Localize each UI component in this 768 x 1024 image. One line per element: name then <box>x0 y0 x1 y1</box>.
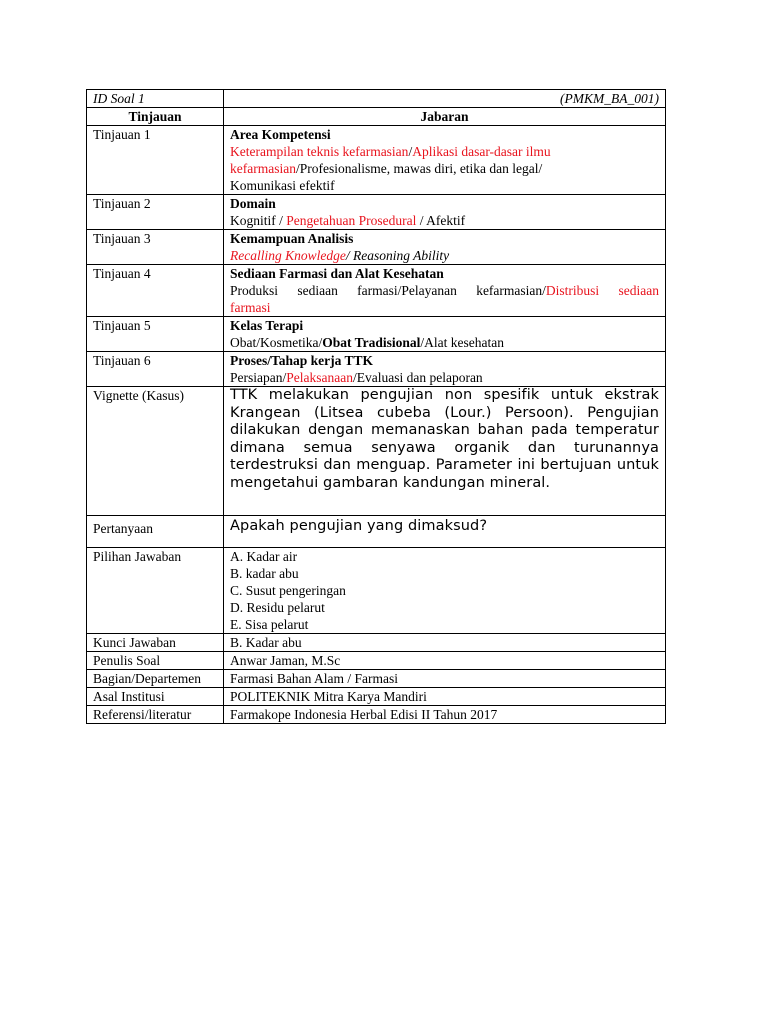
kunci-label: Kunci Jawaban <box>87 634 224 652</box>
tinjauan-2-label: Tinjauan 2 <box>87 195 224 230</box>
option-e: E. Sisa pelarut <box>230 617 309 632</box>
selected-option: kefarmasian <box>230 161 296 176</box>
sediaan-title: Sediaan Farmasi dan Alat Kesehatan <box>230 266 444 281</box>
option-text: / Reasoning Ability <box>345 248 450 263</box>
selected-option: Keterampilan teknis kefarmasian <box>230 144 409 159</box>
column-header-jabaran: Jabaran <box>224 108 666 126</box>
row-pertanyaan <box>87 516 666 548</box>
referensi-value: Farmakope Indonesia Herbal Edisi II Tahun 2017 <box>224 706 666 724</box>
tinjauan-1-content <box>224 126 666 195</box>
row-penulis <box>87 652 666 670</box>
tinjauan-4-label: Tinjauan 4 <box>87 265 224 317</box>
tinjauan-2-content <box>224 195 666 230</box>
asal-label: Asal Institusi <box>87 688 224 706</box>
selected-option: Pengetahuan Prosedural <box>286 213 417 228</box>
vignette-label: Vignette (Kasus) <box>87 387 224 516</box>
area-kompetensi-line2 <box>230 160 659 177</box>
vignette-text: TTK melakukan pengujian non spesifik untuk ekstrak Krangean (Litsea cubeba (Lour.) Persoon). Pengujian dilakukan dengan memanaskan bahan pada temperatur dimana semua senyawa organik dan turunannya terdestruksi dan menguap. Parameter ini bertujuan untuk mengetahui gambaran kandungan mineral. <box>230 387 659 491</box>
option-text: /Evaluasi dan pelaporan <box>352 370 483 385</box>
option-text: Persiapan/ <box>230 370 287 385</box>
tinjauan-4-content <box>224 265 666 317</box>
penulis-value: Anwar Jaman, M.Sc <box>224 652 666 670</box>
bagian-value: Farmasi Bahan Alam / Farmasi <box>224 670 666 688</box>
area-kompetensi-line1 <box>230 143 659 160</box>
kunci-value: B. Kadar abu <box>224 634 666 652</box>
row-tinjauan-5 <box>87 317 666 352</box>
proses-title: Proses/Tahap kerja TTK <box>230 353 374 368</box>
option-text: Produksi sediaan farmasi/Pelayanan kefarmasian/ <box>230 283 546 298</box>
selected-option: Aplikasi dasar-dasar ilmu <box>412 144 551 159</box>
row-vignette <box>87 387 666 516</box>
row-tinjauan-3 <box>87 230 666 265</box>
kelas-terapi-title: Kelas Terapi <box>230 318 304 333</box>
referensi-label: Referensi/literatur <box>87 706 224 724</box>
header-row <box>87 90 666 108</box>
kemampuan-analisis-title: Kemampuan Analisis <box>230 231 354 246</box>
separator: / <box>408 144 413 159</box>
pilihan-cell <box>224 548 666 634</box>
tinjauan-5-content <box>224 317 666 352</box>
option-text: Kognitif / <box>230 213 287 228</box>
option-text: Obat/Kosmetika/ <box>230 335 323 350</box>
tinjauan-6-label: Tinjauan 6 <box>87 352 224 387</box>
tinjauan-3-content <box>224 230 666 265</box>
option-b: B. kadar abu <box>230 566 299 581</box>
question-table <box>86 89 666 724</box>
row-kunci-jawaban <box>87 634 666 652</box>
tinjauan-6-content <box>224 352 666 387</box>
pertanyaan-cell <box>224 516 666 548</box>
selected-option: Distribusi sediaan <box>545 283 659 298</box>
tinjauan-1-label: Tinjauan 1 <box>87 126 224 195</box>
column-header-row <box>87 108 666 126</box>
tinjauan-5-label: Tinjauan 5 <box>87 317 224 352</box>
row-bagian <box>87 670 666 688</box>
option-text: / Afektif <box>416 213 466 228</box>
pertanyaan-label: Pertanyaan <box>87 516 224 548</box>
tinjauan-3-label: Tinjauan 3 <box>87 230 224 265</box>
row-pilihan-jawaban <box>87 548 666 634</box>
id-soal: ID Soal 1 <box>87 90 224 108</box>
sediaan-line2: farmasi <box>230 300 271 315</box>
penulis-label: Penulis Soal <box>87 652 224 670</box>
other-options: /Profesionalisme, mawas diri, etika dan legal/ <box>295 161 543 176</box>
vignette-cell <box>224 387 666 516</box>
area-kompetensi-line3: Komunikasi efektif <box>230 178 335 193</box>
row-tinjauan-1 <box>87 126 666 195</box>
area-kompetensi-title: Area Kompetensi <box>230 127 331 142</box>
domain-options <box>230 212 659 229</box>
domain-title: Domain <box>230 196 276 211</box>
option-c: C. Susut pengeringan <box>230 583 346 598</box>
row-tinjauan-4 <box>87 265 666 317</box>
selected-option: Recalling Knowledge <box>230 248 346 263</box>
asal-value: POLITEKNIK Mitra Karya Mandiri <box>224 688 666 706</box>
option-a: A. Kadar air <box>230 549 298 564</box>
kemampuan-analisis-options <box>230 247 659 264</box>
selected-option: Obat Tradisional <box>322 335 421 350</box>
option-text: /Alat kesehatan <box>420 335 504 350</box>
row-tinjauan-2 <box>87 195 666 230</box>
sediaan-line1 <box>230 282 659 299</box>
proses-options <box>230 369 659 386</box>
row-referensi <box>87 706 666 724</box>
row-asal-institusi <box>87 688 666 706</box>
column-header-tinjauan: Tinjauan <box>87 108 224 126</box>
kelas-terapi-options <box>230 334 659 351</box>
selected-option: Pelaksanaan <box>286 370 353 385</box>
pertanyaan-text: Apakah pengujian yang dimaksud? <box>230 518 488 534</box>
kode-soal: (PMKM_BA_001) <box>224 90 666 108</box>
pilihan-label: Pilihan Jawaban <box>87 548 224 634</box>
bagian-label: Bagian/Departemen <box>87 670 224 688</box>
row-tinjauan-6 <box>87 352 666 387</box>
option-d: D. Residu pelarut <box>230 600 325 615</box>
